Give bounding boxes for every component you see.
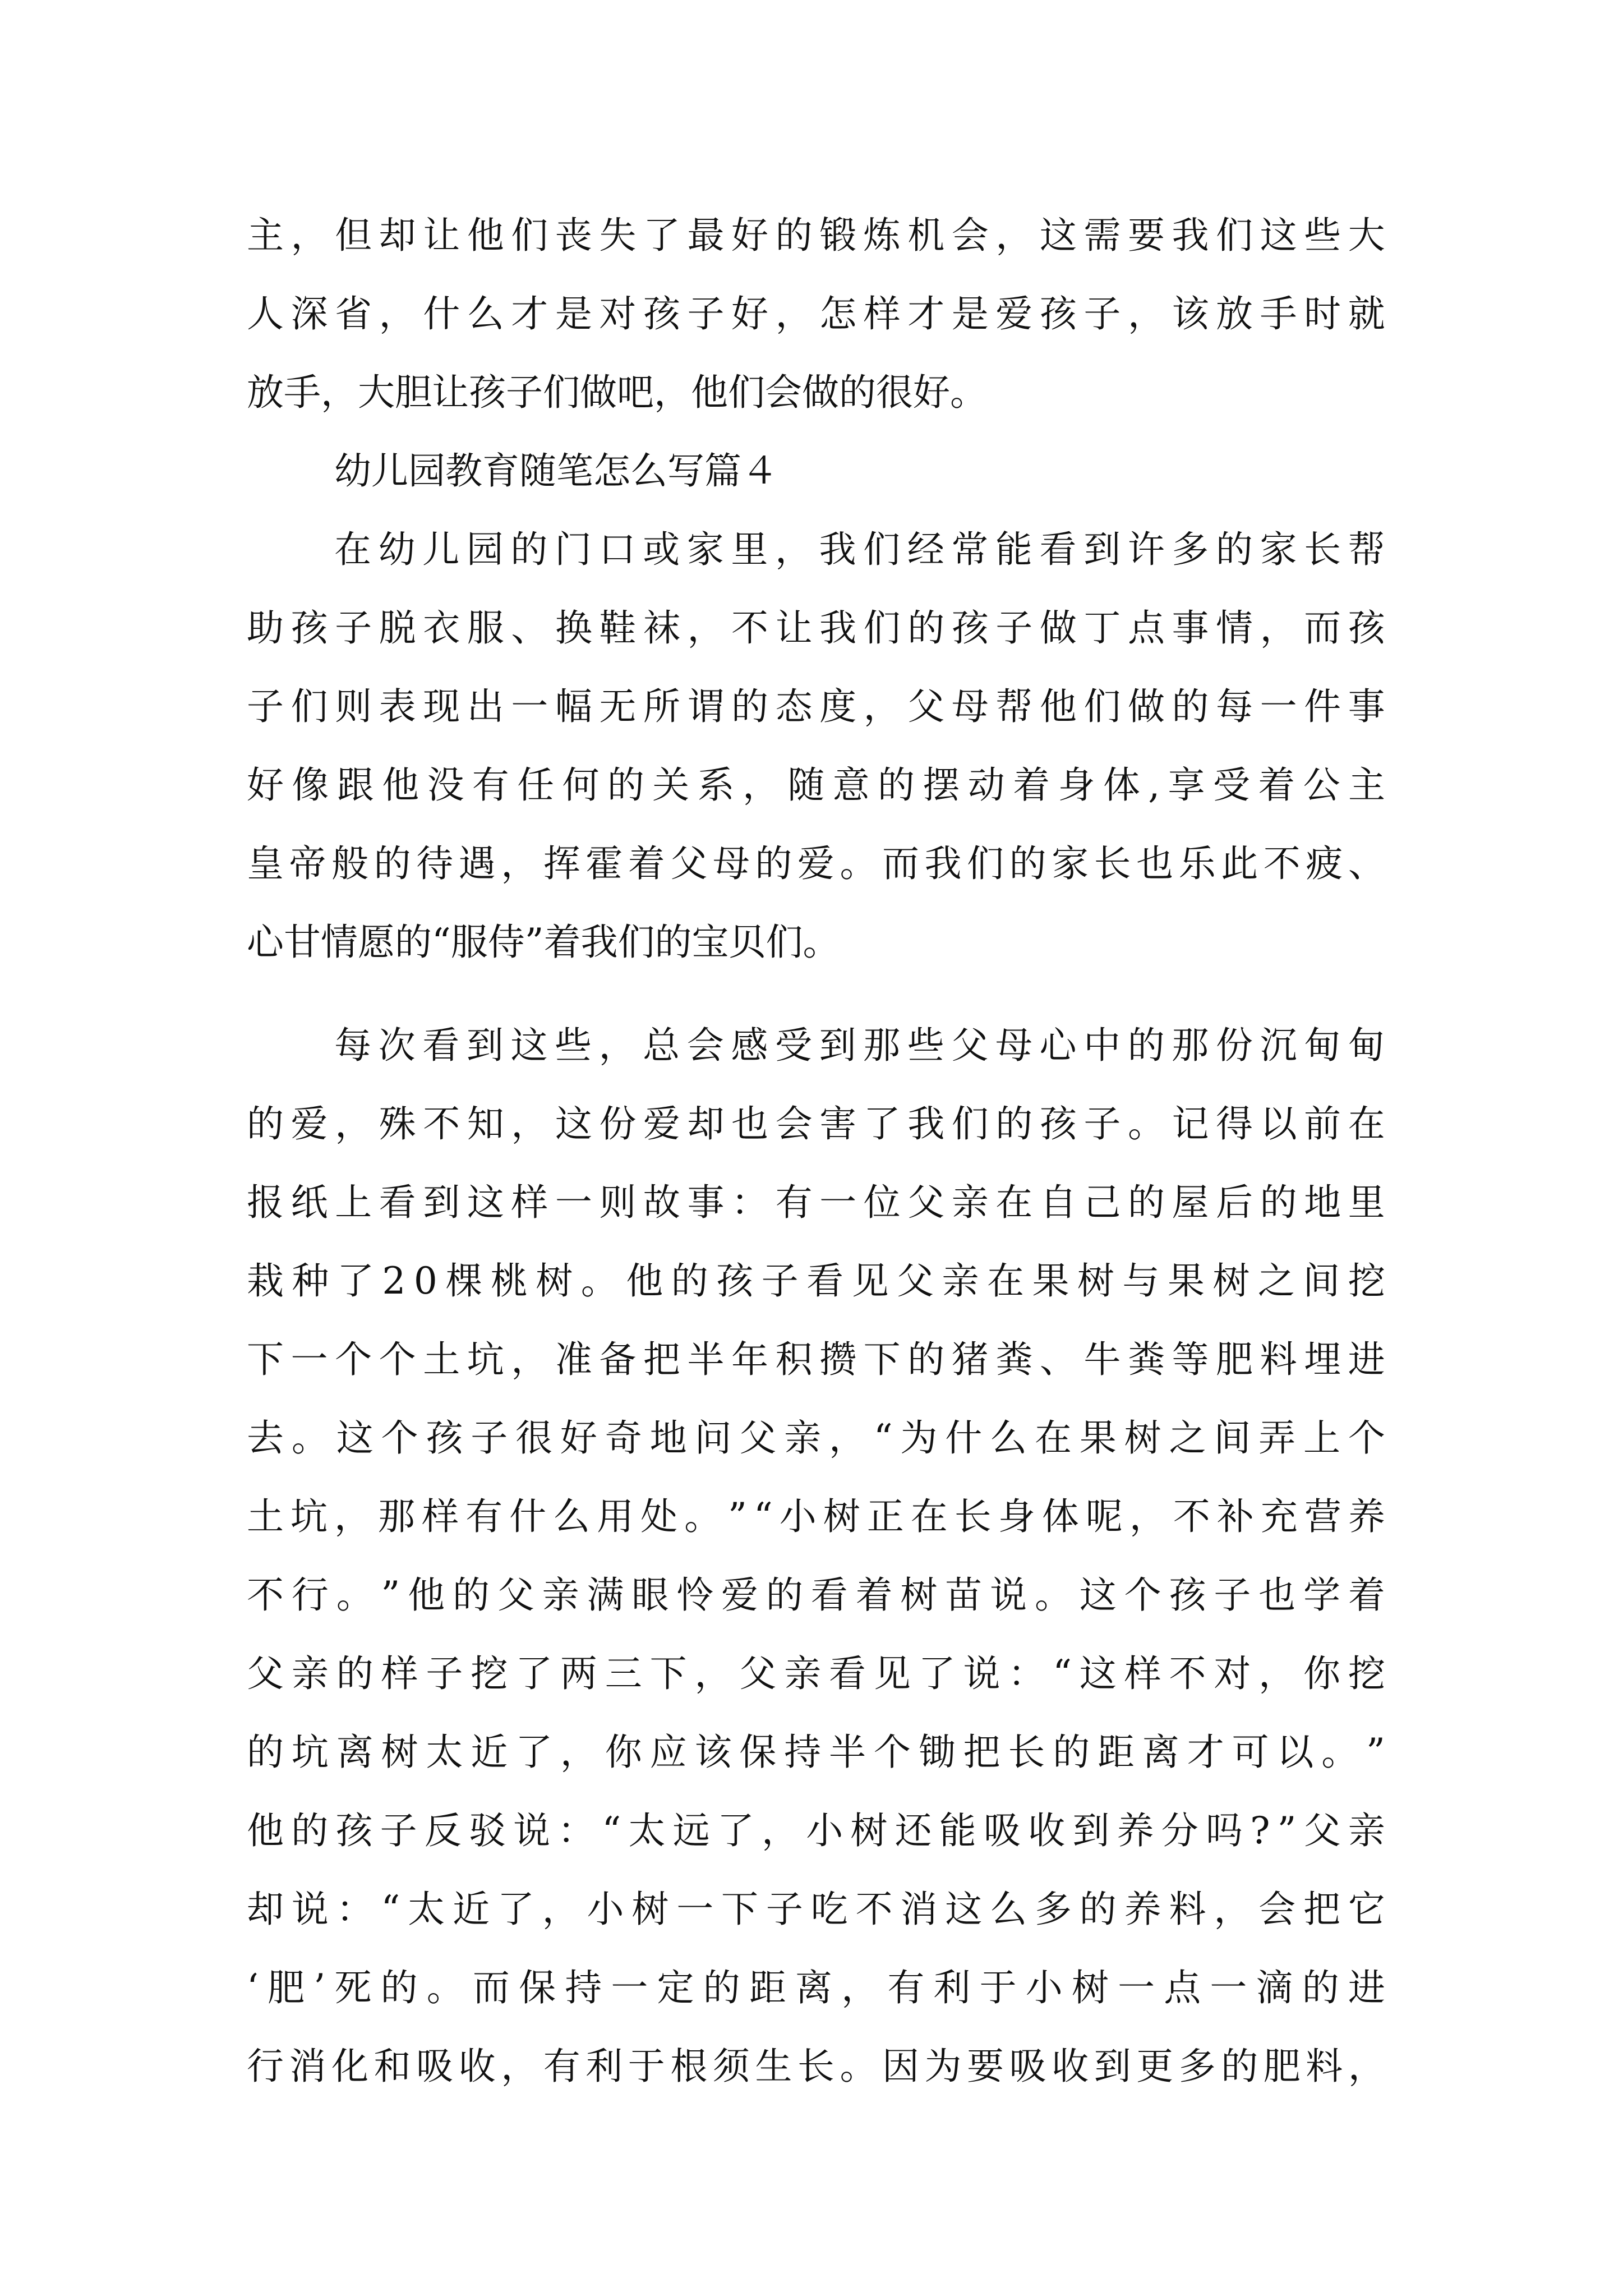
text-line: 子 们 则 表 现 出 一 幅 无 所 谓 的 态 度 ， 父 母 帮 他 们 做 的 每 一 件 事 [247,685,1385,728]
text-line: 土 坑 ， 那 样 有 什 么 用 处 。 ” “ 小 树 正 在 长 身 体 呢 ， 不 补 充 营 养 [247,1495,1385,1538]
text-line: 人 深 省 ， 什 么 才 是 对 孩 子 好 ， 怎 样 才 是 爱 孩 子 ， 该 放 手 时 就 [247,292,1385,335]
text-line: 行 消 化 和 吸 收 ， 有 利 于 根 须 生 长 。 因 为 要 吸 收 到 更 多 的 肥 料 ， [247,2045,1385,2088]
text-line: 栽 种 了 2 0 棵 桃 树 。 他 的 孩 子 看 见 父 亲 在 果 树 与 果 树 之 间 挖 [247,1259,1385,1303]
text-line: 的 坑 离 树 太 近 了 ， 你 应 该 保 持 半 个 锄 把 长 的 距 离 才 可 以 。 ” [247,1731,1385,1774]
text-line: 报 纸 上 看 到 这 样 一 则 故 事 ： 有 一 位 父 亲 在 自 己 的 屋 后 的 地 里 [247,1181,1385,1224]
text-line: 却 说 ： “ 太 近 了 ， 小 树 一 下 子 吃 不 消 这 么 多 的 养 料 ， 会 把 它 [247,1888,1385,1931]
text-line-last: 放手，大胆让孩子们做吧，他们会做的很好。 [247,371,987,414]
text-line-first: 每 次 看 到 这 些 ， 总 会 感 受 到 那 些 父 母 心 中 的 那 份 沉 甸 甸 [334,1024,1385,1067]
text-line-last: 心甘情愿的“服侍”着我们的宝贝们。 [247,921,840,964]
text-line: 父 亲 的 样 子 挖 了 两 三 下 ， 父 亲 看 见 了 说 ： “ 这 样 不 对 ， 你 挖 [247,1652,1385,1695]
text-line: 的 爱 ， 殊 不 知 ， 这 份 爱 却 也 会 害 了 我 们 的 孩 子 。 记 得 以 前 在 [247,1102,1385,1145]
document-body [247,196,1385,2106]
text-line: 主 ， 但 却 让 他 们 丧 失 了 最 好 的 锻 炼 机 会 ， 这 需 要 我 们 这 些 大 [247,214,1385,257]
text-line-first: 在 幼 儿 园 的 门 口 或 家 里 ， 我 们 经 常 能 看 到 许 多 的 家 长 帮 [334,528,1385,571]
text-line: 不 行 。 ” 他 的 父 亲 满 眼 怜 爱 的 看 着 树 苗 说 。 这 个 孩 子 也 学 着 [247,1573,1385,1617]
text-line: 好 像 跟 他 没 有 任 何 的 关 系 ， 随 意 的 摆 动 着 身 体 , 享 受 着 公 主 [247,763,1385,807]
text-line: 助 孩 子 脱 衣 服 、 换 鞋 袜 ， 不 让 我 们 的 孩 子 做 丁 点 事 情 ， 而 孩 [247,606,1385,650]
text-line: 去 。 这 个 孩 子 很 好 奇 地 问 父 亲 ， “ 为 什 么 在 果 树 之 间 弄 上 个 [247,1416,1385,1460]
text-line: ‘ 肥 ’ 死 的 。 而 保 持 一 定 的 距 离 ， 有 利 于 小 树 一 点 一 滴 的 进 [247,1966,1385,2009]
text-line: 皇 帝 般 的 待 遇 ， 挥 霍 着 父 母 的 爱 。 而 我 们 的 家 长 也 乐 此 不 疲 、 [247,842,1385,885]
text-line: 下 一 个 个 土 坑 ， 准 备 把 半 年 积 攒 下 的 猪 粪 、 牛 粪 等 肥 料 埋 进 [247,1338,1385,1381]
text-line: 他 的 孩 子 反 驳 说 ： “ 太 远 了 ， 小 树 还 能 吸 收 到 养 分 吗 ? ” 父 亲 [247,1809,1385,1852]
section-heading: 幼儿园教育随笔怎么写篇４ [334,449,778,493]
